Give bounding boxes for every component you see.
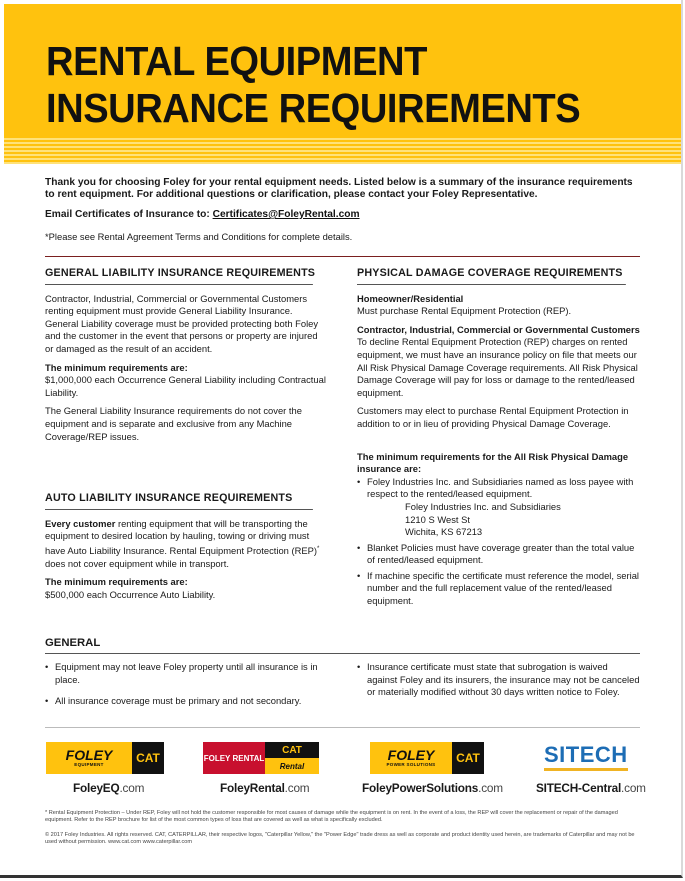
list-item: • Blanket Policies must have coverage greater than the total value of rented/leased equipment. xyxy=(367,542,640,567)
title-line-2: INSURANCE REQUIREMENTS xyxy=(46,85,581,131)
page-title xyxy=(46,38,580,132)
physical-damage-heading: PHYSICAL DAMAGE COVERAGE REQUIREMENTS xyxy=(357,267,626,285)
site-domain: .com xyxy=(284,781,310,795)
foley-sub: EQUIPMENT xyxy=(74,762,104,767)
auto-liability-heading: AUTO LIABILITY INSURANCE REQUIREMENTS xyxy=(45,492,313,510)
cat-logo-icon: CAT xyxy=(132,742,164,774)
rental-store-text: Rental xyxy=(265,758,319,774)
header-banner xyxy=(4,4,681,164)
foley-rental-logo xyxy=(203,742,319,774)
list-item xyxy=(367,476,640,539)
foley-equipment-logo xyxy=(46,742,164,774)
auto-liability-body-end: does not cover equipment while in transport. xyxy=(45,557,229,569)
general-liability-min-label: The minimum requirements are: xyxy=(45,361,188,373)
homeowner-label: Homeowner/Residential xyxy=(357,292,464,304)
auto-liability-section xyxy=(45,492,327,607)
auto-liability-body-bold: Every customer xyxy=(45,517,116,529)
homeowner-text: Must purchase Rental Equipment Protection (REP). xyxy=(357,305,572,317)
list-item: • If machine specific the certificate must reference the model, serial number and the full replacement value of the rented/leased equipment. xyxy=(367,570,640,608)
foley-rental-wordmark: FOLEY RENTAL xyxy=(203,742,265,774)
site-name: FoleyEQ xyxy=(73,781,120,795)
foleyeq-link[interactable] xyxy=(73,781,144,795)
physical-damage-section xyxy=(357,267,640,611)
address-line: 1210 S West St xyxy=(405,513,470,525)
customers-text: Customers may elect to purchase Rental Equipment Protection in addition to or in lieu of providing Physical Damage Coverage. xyxy=(357,405,629,429)
sitech-logo xyxy=(544,742,628,774)
list-item: • Equipment may not leave Foley property until all insurance is in place. xyxy=(55,661,327,686)
foleypower-link[interactable] xyxy=(362,781,503,795)
general-liability-min-text: $1,000,000 each Occurrence General Liability including Contractual Liability. xyxy=(45,374,326,398)
auto-liability-body xyxy=(45,518,327,571)
site-name: FoleyPowerSolutions xyxy=(362,781,479,795)
terms-note: *Please see Rental Agreement Terms and Conditions for complete details. xyxy=(45,231,353,242)
address-line: Wichita, KS 67213 xyxy=(405,526,483,538)
site-domain: .com xyxy=(119,781,145,795)
sitech-link[interactable] xyxy=(536,781,646,795)
physical-damage-min-label: The minimum requirements for the All Risk Physical Damage insurance are: xyxy=(357,450,629,475)
email-link[interactable]: Certificates@FoleyRental.com xyxy=(212,209,360,220)
rep-footnote: * Rental Equipment Protection – Under REP, Foley will not hold the customer responsible for most causes of damage while the equipment is on rent. In the event of a loss, the REP will cover the replacement or repair of the damaged equipment. Refer to the REP brochure for list of the most common types of loss that are covered as well as what is specifically excluded. xyxy=(45,810,618,824)
general-liability-body: Contractor, Industrial, Commercial or Governmental Customers renting equipment must provide General Liability Insurance. General Liability coverage must be provided protecting both Foley and the customer in the event that persons or property are injured or damaged as the result of an accident. xyxy=(45,292,319,354)
foleyrental-link[interactable] xyxy=(220,781,309,795)
cat-logo-icon: CAT xyxy=(265,742,319,758)
email-label: Email Certificates of Insurance to: xyxy=(45,209,210,220)
foley-mark xyxy=(46,742,132,774)
auto-liability-min-text: $500,000 each Occurrence Auto Liability. xyxy=(45,588,216,600)
foley-wordmark: FOLEY xyxy=(65,747,113,763)
contractor-label: Contractor, Industrial, Commercial or Governmental Customers xyxy=(357,323,640,335)
list-item: • Insurance certificate must state that subrogation is waived against Foley and its insurers, the insurance may not be canceled or materially modified without 30 days written notice to Foley. xyxy=(367,661,640,699)
foley-mark xyxy=(370,742,452,774)
title-line-1: RENTAL EQUIPMENT xyxy=(46,38,427,84)
foley-wordmark: FOLEY xyxy=(387,747,435,763)
general-right-list xyxy=(357,661,640,708)
foley-sub: POWER SOLUTIONS xyxy=(386,762,436,767)
list-item: • All insurance coverage must be primary and not secondary. xyxy=(55,695,327,708)
site-name: FoleyRental xyxy=(220,781,285,795)
auto-liability-min-label: The minimum requirements are: xyxy=(45,576,188,588)
cat-rental-mark xyxy=(265,742,319,774)
site-name: SITECH-Central xyxy=(536,781,622,795)
foley-power-logo xyxy=(370,742,484,774)
copyright-note: © 2017 Foley Industries. All rights reserved. CAT, CATERPILLAR, their respective logos, "Caterpillar Yellow," the "Power Edge" trade dress as well as corporate and product identity used herein, are trademarks of Caterpillar and may not be used without permission. www.cat.com www.caterpillar.com xyxy=(45,832,635,846)
sitech-underline xyxy=(544,768,628,771)
divider xyxy=(45,256,640,257)
physical-damage-list xyxy=(357,476,640,608)
general-liability-section xyxy=(45,267,327,449)
general-liability-note: The General Liability Insurance requirements do not cover the equipment and is separate and exclusive from any Machine Coverage/REP issues. xyxy=(45,405,302,442)
cat-logo-icon: CAT xyxy=(452,742,484,774)
auto-liability-body-text: renting equipment that will be transporting the equipment to desired location by hauling, towing or driving must have Auto Liability Insurance. Rental Equipment Protection (REP) xyxy=(45,517,318,556)
email-line xyxy=(45,209,640,220)
header-stripes xyxy=(4,136,681,164)
address-line: Foley Industries Inc. and Subsidiaries xyxy=(405,500,561,512)
general-left-list xyxy=(45,661,327,717)
site-domain: .com xyxy=(478,781,503,795)
sitech-wordmark: SITECH xyxy=(544,742,628,767)
divider xyxy=(45,727,640,728)
site-domain: .com xyxy=(621,781,646,795)
auto-liability-sup: * xyxy=(317,545,320,552)
general-liability-heading: GENERAL LIABILITY INSURANCE REQUIREMENTS xyxy=(45,267,313,285)
general-heading: GENERAL xyxy=(45,637,640,654)
intro-text: Thank you for choosing Foley for your rental equipment needs. Listed below is a summary of the insurance requirements to rent equipment. For additional questions or clarification, please contact your Foley Representative. xyxy=(45,177,633,200)
contractor-text: To decline Rental Equipment Protection (REP) charges on rented equipment, we must have an insurance policy on file that meets our All Risk Physical Damage Coverage requirements. All Risk Physical Damage Coverage will pay for loss or damage to the rented/leased equipment. xyxy=(357,336,638,398)
list-item-text: Foley Industries Inc. and Subsidiaries named as loss payee with respect to the rented/leased equipment. xyxy=(367,475,634,500)
